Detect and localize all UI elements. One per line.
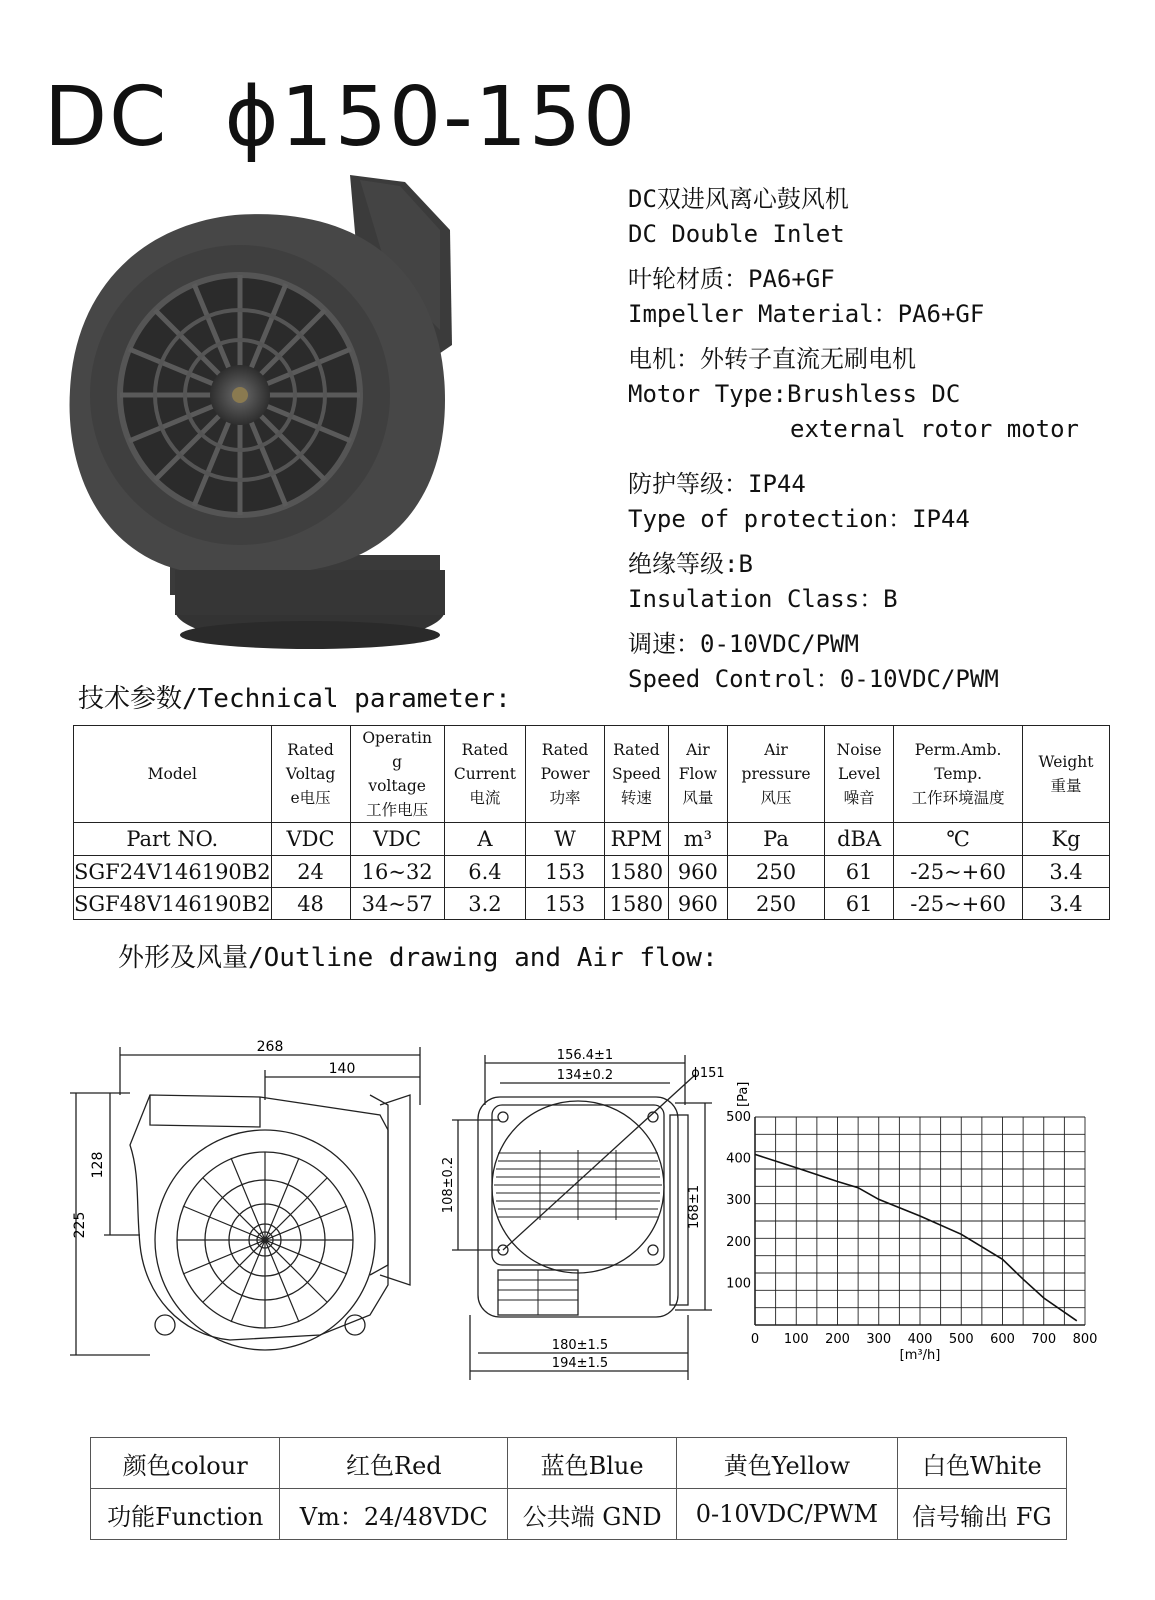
header-text: pressure — [741, 765, 811, 783]
table-cell: 白色White — [897, 1438, 1066, 1489]
page-title: DC ϕ150-150 — [44, 70, 638, 165]
table-cell: 24 — [271, 856, 350, 888]
chart-grid — [755, 1117, 1085, 1325]
table-row — [74, 856, 1110, 888]
dim-134: 134±0.2 — [556, 1068, 614, 1083]
table-cell: 960 — [668, 888, 727, 920]
unit-cell: RPM — [605, 823, 669, 856]
table-cell: 960 — [668, 856, 727, 888]
tech-header-cell — [894, 726, 1023, 823]
part-number-cell: SGF48V146190B2 — [74, 888, 272, 920]
unit-cell: Kg — [1023, 823, 1110, 856]
table-row — [91, 1489, 1067, 1540]
x-tick-label: 700 — [1031, 1332, 1057, 1347]
table-cell: 3.2 — [444, 888, 525, 920]
table-cell: 153 — [526, 856, 605, 888]
header-text: Air — [686, 741, 710, 759]
spec-speed-en: Speed Control：0-10VDC/PWM — [628, 665, 999, 693]
product-photo — [60, 170, 470, 650]
x-tick-label: 100 — [783, 1332, 809, 1347]
y-tick-label: 200 — [726, 1234, 751, 1250]
header-text: Rated — [613, 741, 660, 759]
spec-speed-cn: 调速：0-10VDC/PWM — [628, 630, 859, 658]
table-cell: 3.4 — [1023, 888, 1110, 920]
wire-colour-table — [90, 1437, 1067, 1540]
header-text: Rated — [461, 741, 509, 759]
header-text: Level — [837, 765, 881, 783]
header-text: Noise — [836, 741, 882, 759]
table-row — [74, 888, 1110, 920]
table-cell: 153 — [526, 888, 605, 920]
tech-table — [73, 725, 1110, 920]
header-text: Operatin — [362, 729, 432, 747]
unit-cell: dBA — [825, 823, 894, 856]
x-tick-label: 300 — [866, 1332, 892, 1347]
dim-156: 156.4±1 — [556, 1048, 614, 1063]
dim-151: ϕ151 — [691, 1066, 725, 1081]
header-text: 转速 — [620, 789, 652, 807]
unit-cell: m³ — [668, 823, 727, 856]
dim-168: 168±1 — [687, 1185, 702, 1229]
table-cell: 6.4 — [444, 856, 525, 888]
spec-name-cn: DC双进风离心鼓风机 — [628, 185, 849, 213]
unit-cell: Pa — [728, 823, 825, 856]
header-text: 电流 — [469, 789, 501, 807]
table-cell: 功能Function — [91, 1489, 280, 1540]
table-cell: 颜色colour — [91, 1438, 280, 1489]
outline-drawing-side — [70, 1035, 440, 1395]
header-text: 风压 — [760, 789, 792, 807]
x-tick-label: 800 — [1072, 1332, 1098, 1347]
header-text: Perm.Amb. — [914, 741, 1002, 759]
header-text: Power — [540, 765, 590, 783]
spec-insulation-en: Insulation Class：B — [628, 585, 898, 613]
tech-header-cell — [271, 726, 350, 823]
dim-140: 140 — [328, 1061, 356, 1077]
dim-108: 108±0.2 — [441, 1156, 456, 1214]
tech-header-cell — [526, 726, 605, 823]
spec-motor-en-2: external rotor motor — [790, 415, 1079, 443]
y-tick-label: 500 — [726, 1110, 751, 1125]
dim-180: 180±1.5 — [551, 1338, 609, 1353]
unit-cell: VDC — [271, 823, 350, 856]
chart-ylabel: [Pa] — [736, 1081, 751, 1107]
spec-name-en: DC Double Inlet — [628, 220, 845, 248]
table-cell: 61 — [825, 888, 894, 920]
header-text: 工作环境温度 — [911, 789, 1005, 807]
dim-128: 128 — [90, 1151, 106, 1179]
x-tick-label: 500 — [948, 1332, 974, 1347]
table-cell: 信号输出 FG — [897, 1489, 1066, 1540]
unit-cell: Part NO. — [74, 823, 272, 856]
table-cell: 3.4 — [1023, 856, 1110, 888]
table-cell: 250 — [728, 856, 825, 888]
header-text: Model — [147, 765, 197, 783]
table-cell: 16~32 — [350, 856, 444, 888]
y-tick-label: 300 — [726, 1193, 751, 1209]
table-cell: 1580 — [605, 888, 669, 920]
part-number-cell: SGF24V146190B2 — [74, 856, 272, 888]
y-tick-label: 100 — [726, 1276, 751, 1292]
header-text: 噪音 — [843, 789, 875, 807]
table-cell: 0-10VDC/PWM — [676, 1489, 897, 1540]
chart-xlabel: [m³/h] — [899, 1348, 941, 1363]
header-text: 工作电压 — [366, 801, 429, 819]
tech-table-unit-row — [74, 823, 1110, 856]
tech-header-cell — [825, 726, 894, 823]
dim-194: 194±1.5 — [551, 1356, 609, 1371]
table-cell: 红色Red — [280, 1438, 508, 1489]
table-cell: Vm：24/48VDC — [280, 1489, 508, 1540]
dim-268: 268 — [256, 1039, 284, 1055]
tech-table-header-row — [74, 726, 1110, 823]
table-cell: -25~+60 — [894, 888, 1023, 920]
table-cell: 公共端 GND — [508, 1489, 677, 1540]
tech-header-cell — [444, 726, 525, 823]
header-text: 风量 — [682, 789, 714, 807]
table-cell: 34~57 — [350, 888, 444, 920]
outline-heading: 外形及风量/Outline drawing and Air flow: — [118, 943, 718, 973]
spec-insulation-cn: 绝缘等级:B — [628, 550, 753, 578]
unit-cell: VDC — [350, 823, 444, 856]
x-tick-label: 600 — [990, 1332, 1015, 1347]
y-tick-label: 400 — [726, 1151, 751, 1167]
tech-header-cell — [668, 726, 727, 823]
header-text: Rated — [541, 741, 589, 759]
header-text: Temp. — [934, 765, 983, 783]
header-text: 功率 — [549, 789, 581, 807]
table-cell: 250 — [728, 888, 825, 920]
x-tick-label: 400 — [907, 1332, 933, 1347]
tech-header-cell — [728, 726, 825, 823]
table-cell: 黄色Yellow — [676, 1438, 897, 1489]
chart-series-line — [755, 1154, 1077, 1320]
header-text: g — [392, 753, 403, 771]
spec-impeller-en: Impeller Material：PA6+GF — [628, 300, 985, 328]
spec-impeller-cn: 叶轮材质：PA6+GF — [628, 265, 835, 293]
table-cell: 1580 — [605, 856, 669, 888]
unit-cell: W — [526, 823, 605, 856]
header-text: Speed — [611, 765, 661, 783]
table-cell: -25~+60 — [894, 856, 1023, 888]
airflow-chart — [720, 1060, 1120, 1380]
table-cell: 48 — [271, 888, 350, 920]
spec-motor-en-1: Motor Type:Brushless DC — [628, 380, 961, 408]
unit-cell: ℃ — [894, 823, 1023, 856]
header-text: Weight — [1038, 753, 1094, 771]
table-cell: 61 — [825, 856, 894, 888]
header-text: 重量 — [1050, 777, 1082, 795]
spec-list — [628, 182, 1128, 697]
tech-header-cell — [1023, 726, 1110, 823]
dim-225: 225 — [72, 1211, 88, 1239]
spec-motor-cn: 电机：外转子直流无刷电机 — [628, 345, 916, 373]
header-text: Flow — [678, 765, 718, 783]
tech-heading: 技术参数/Technical parameter: — [78, 684, 511, 714]
header-text: voltage — [368, 777, 426, 795]
header-text: Air — [764, 741, 788, 759]
spec-protection-cn: 防护等级：IP44 — [628, 470, 806, 498]
tech-header-cell — [605, 726, 669, 823]
x-tick-label: 0 — [750, 1332, 760, 1347]
header-text: Current — [453, 765, 516, 783]
header-text: Voltag — [285, 765, 336, 783]
unit-cell: A — [444, 823, 525, 856]
tech-header-cell — [74, 726, 272, 823]
table-row — [91, 1438, 1067, 1489]
chart-ticks — [726, 1110, 1097, 1347]
outline-drawing-front — [440, 1045, 730, 1390]
header-text: e电压 — [290, 789, 331, 807]
header-text: Rated — [287, 741, 334, 759]
tech-header-cell — [350, 726, 444, 823]
table-cell: 蓝色Blue — [508, 1438, 677, 1489]
spec-protection-en: Type of protection：IP44 — [628, 505, 970, 533]
x-tick-label: 200 — [825, 1332, 850, 1347]
